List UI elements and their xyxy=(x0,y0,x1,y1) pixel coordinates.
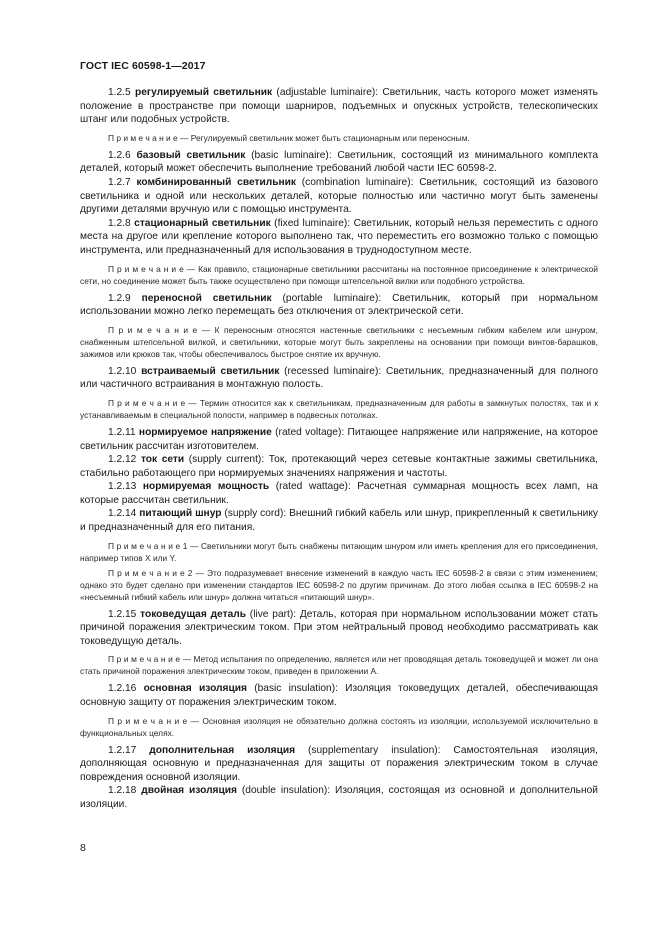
note-text: — Как правило, стационарные светильники рассчитаны на постоянное присоединение к электрической сети, но соединение может быть также осуществлено при помощи штепсельной вилки или подобного устройства. xyxy=(80,263,598,286)
term-english: (rated wattage) xyxy=(275,481,348,493)
clause-number: 1.2.9 xyxy=(108,292,131,304)
term: нормируемая мощность xyxy=(142,481,270,493)
term-english: (recessed luminaire) xyxy=(284,365,379,377)
term: встраиваемый светильник xyxy=(141,365,280,377)
term-english: (portable luminaire) xyxy=(282,292,379,304)
note-label: П р и м е ч а н и е 1 xyxy=(108,540,188,551)
note-label: П р и м е ч а н и е xyxy=(108,324,198,335)
clause-number: 1.2.15 xyxy=(108,608,137,620)
note-text: — Основная изоляция не обязательно должна состоять из изоляции, используемой исключительно в функциональных целях. xyxy=(80,715,598,738)
term-english: (supply current) xyxy=(188,454,262,466)
definition-text: : Деталь, которая при нормальном использовании может стать причиной поражения электрическим током. При этом нейтральный провод необходимо рассматривать как токоведущую деталь. xyxy=(80,608,598,647)
definition-text: : Светильник, состоящий из базового светильника и одной или нескольких деталей, которые полностью или частично могут быть заменены другими деталями вручную или с помощью инструмента. xyxy=(80,176,599,216)
term: комбинированный светильник xyxy=(136,176,296,188)
term-english: (basic insulation) xyxy=(254,683,336,695)
clause-number: 1.2.8 xyxy=(108,217,131,229)
clause-number: 1.2.13 xyxy=(108,481,137,493)
term-english: (combination luminaire) xyxy=(301,176,411,188)
definition-1-2-12 xyxy=(80,453,598,480)
term-english: (supply cord) xyxy=(224,508,284,520)
clause-number: 1.2.10 xyxy=(108,365,137,377)
note-text: — Термин относится как к светильникам, предназначенным для работы в замкнутых полостях, так и к устанавливаемым в специальной полости, например в подвесных потолках. xyxy=(80,397,598,420)
note-1-2-8 xyxy=(80,263,598,287)
page-number: 8 xyxy=(80,842,86,854)
note-2-1-2-14 xyxy=(80,567,598,603)
term: дополнительная изоляция xyxy=(149,744,296,756)
clause-number: 1.2.5 xyxy=(108,87,131,98)
definition-text: : Светильник, предназначенный для полного или частичного встраивания в монтажную полость. xyxy=(80,365,598,391)
note-1-2-16 xyxy=(80,715,598,739)
definition-1-2-13 xyxy=(80,480,598,507)
definition-1-2-17 xyxy=(80,744,598,785)
term-english: (fixed luminaire) xyxy=(274,217,348,229)
note-text: — Светильники могут быть снабжены питающим шнуром или иметь крепления для его присоединения, например типов X или Y. xyxy=(80,540,598,563)
term: нормируемое напряжение xyxy=(138,426,272,438)
definition-1-2-16 xyxy=(80,682,598,709)
note-label: П р и м е ч а н и е xyxy=(108,715,188,726)
definition-text: : Питающее напряжение или напряжение, на которое светильник рассчитан изготовителем. xyxy=(80,426,599,452)
term: регулируемый светильник xyxy=(134,87,273,98)
definition-1-2-8 xyxy=(80,217,598,258)
note-label: П р и м е ч а н и е xyxy=(108,397,186,408)
definition-1-2-11 xyxy=(80,426,598,453)
clause-number: 1.2.17 xyxy=(108,744,137,756)
definition-1-2-9 xyxy=(80,292,598,319)
definition-1-2-7 xyxy=(80,176,598,217)
clause-number: 1.2.11 xyxy=(108,426,136,438)
note-label: П р и м е ч а н и е xyxy=(108,654,181,665)
term: токоведущая деталь xyxy=(140,608,246,620)
document-body xyxy=(80,86,598,812)
term: стационарный светильник xyxy=(134,217,271,229)
definition-text: : Изоляция токоведущих деталей, обеспечивающая основную защиту от поражения электрическим током. xyxy=(80,683,598,709)
definition-text: : Светильник, который нельзя переместить с одного места на другое или крепление которого выполнено так, что переместить его возможно только с помощью инструмента, или предназначенный для использования в труднодоступном месте. xyxy=(80,217,598,256)
clause-number: 1.2.6 xyxy=(108,149,131,161)
term: переносной светильник xyxy=(141,292,272,304)
clause-number: 1.2.18 xyxy=(108,785,137,797)
definition-1-2-14 xyxy=(80,507,598,534)
definition-1-2-18 xyxy=(80,784,598,811)
term-english: (adjustable luminaire) xyxy=(276,87,376,98)
clause-number: 1.2.16 xyxy=(108,683,137,695)
note-label: П р и м е ч а н и е xyxy=(108,263,184,274)
term: ток сети xyxy=(140,454,185,466)
definition-text: : Светильник, который при нормальном использовании можно легко перемещать без отключения от электрической сети. xyxy=(80,292,598,318)
clause-number: 1.2.12 xyxy=(108,454,137,466)
note-1-1-2-14 xyxy=(80,540,598,564)
note-1-2-9 xyxy=(80,324,598,360)
definition-1-2-5 xyxy=(80,86,598,127)
note-text: — Регулируемый светильник может быть стационарным или переносным. xyxy=(177,132,470,143)
document-header: ГОСТ IEC 60598-1—2017 xyxy=(80,60,206,72)
definition-text: : Изоляция, состоящая из основной и дополнительной изоляции. xyxy=(80,785,598,810)
note-1-2-5 xyxy=(80,132,598,144)
note-label: П р и м е ч а н и е xyxy=(108,132,178,143)
term: базовый светильник xyxy=(136,149,246,161)
term: основная изоляция xyxy=(143,683,247,695)
definition-1-2-6 xyxy=(80,149,598,176)
definition-text: : Светильник, часть которого может изменять положение в пространстве при помощи шарниров, подъемных и опускных устройств, телескопических штанг или подобных устройств. xyxy=(80,87,598,126)
note-text: — Метод испытания по определению, является или нет проводящая деталь токоведущей и может ли она стать причиной поражения электрическим током, приведен в приложении А. xyxy=(80,654,599,677)
definition-1-2-10 xyxy=(80,365,598,392)
definition-1-2-15 xyxy=(80,608,598,649)
term-english: (live part) xyxy=(249,608,294,620)
clause-number: 1.2.14 xyxy=(108,508,137,520)
note-1-2-10 xyxy=(80,397,598,421)
term-english: (basic luminaire) xyxy=(251,149,329,161)
definition-text: : Светильник, состоящий из минимального комплекта деталей, который может обеспечить выполнение требований любой части IEC 60598-2. xyxy=(80,149,598,175)
term-english: (supplementary insulation) xyxy=(308,744,438,756)
term-english: (rated voltage) xyxy=(275,426,342,438)
definition-text: : Самостоятельная изоляция, дополняющая основную и предназначенная для защиты от поражения электрическим током в случае повреждения основной изоляции. xyxy=(80,744,598,783)
term-english: (double insulation) xyxy=(241,785,328,797)
definition-text: : Внешний гибкий кабель или шнур, прикрепленный к светильнику и предназначенный для его питания. xyxy=(80,508,598,534)
clause-number: 1.2.7 xyxy=(108,176,131,188)
term: питающий шнур xyxy=(139,508,222,520)
note-label: П р и м е ч а н и е 2 xyxy=(108,567,193,578)
note-1-2-15 xyxy=(80,653,598,677)
term: двойная изоляция xyxy=(141,785,237,797)
definition-text: : Ток, протекающий через сетевые контактные зажимы светильника, стабильно работающего при нормируемых значениях напряжения и частоты. xyxy=(80,454,599,479)
note-text: — К переносным относятся настенные светильники с несъемным гибким кабелем или шнуром, снабженным штепсельной вилкой, и светильники, которые могут быть закреплены на основании при помощи винтов-барашков, зажимов или крюков так, чтобы обеспечивалось быстрое снятие их вручную. xyxy=(80,324,598,359)
note-text: — Это подразумевает внесение изменений в каждую часть IEC 60598-2 в связи с этим изменением; однако это будет сделано при изменении стандартов IEC 60598-2 по другим причинам. До этого любая ссылка в IEC 60598-2 на «несъемный гибкий кабель или шнур» должна читаться «питающий шнур». xyxy=(80,567,599,602)
definition-text: : Расчетная суммарная мощность всех ламп, на которые рассчитан светильник. xyxy=(80,481,598,506)
